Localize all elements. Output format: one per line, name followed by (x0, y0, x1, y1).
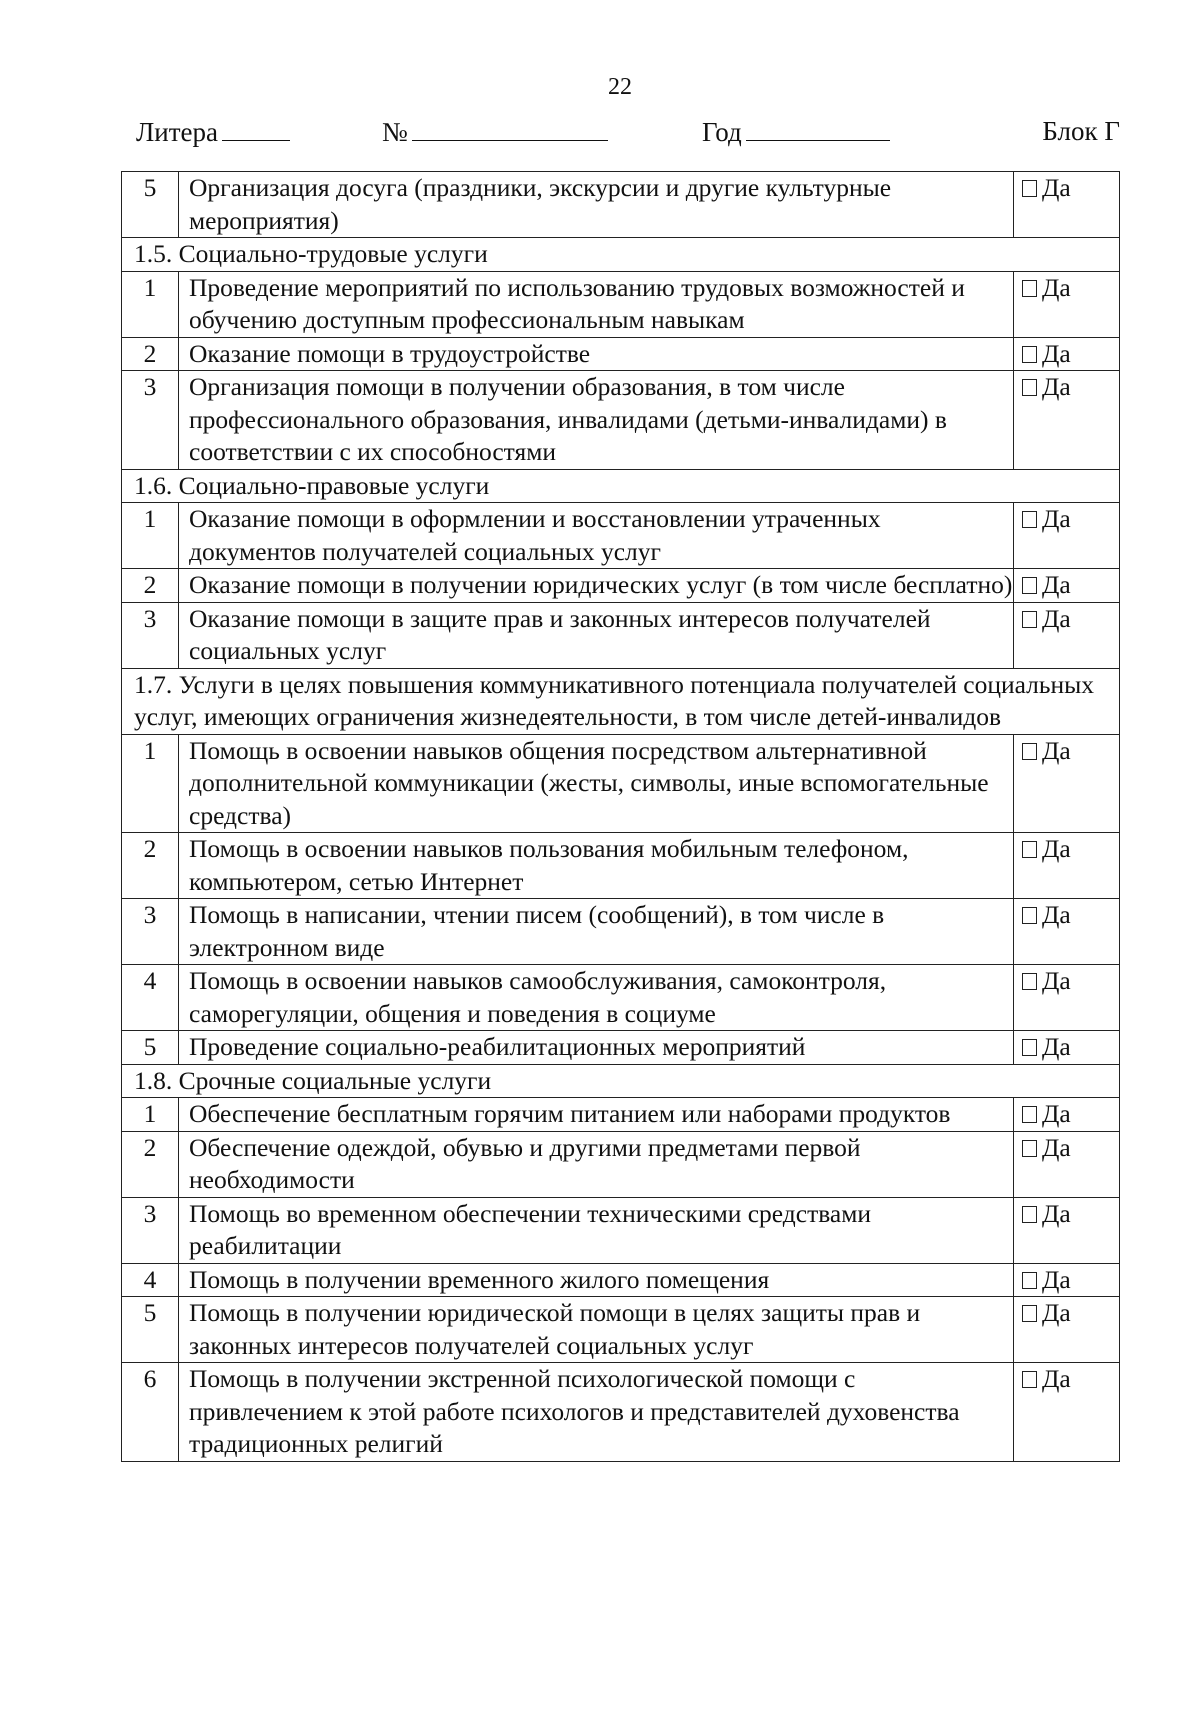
row-number: 5 (122, 1031, 179, 1065)
checkbox-icon[interactable] (1022, 907, 1037, 924)
yes-checkbox-cell[interactable] (1014, 503, 1120, 569)
checkbox-label: Да (1042, 272, 1071, 302)
checkbox-icon[interactable] (1022, 841, 1037, 858)
checkbox-label: Да (1042, 603, 1071, 633)
service-row (122, 965, 1120, 1031)
service-row (122, 734, 1120, 833)
service-description: Помощь в освоении навыков пользования мобильным телефоном, компьютером, сетью Интернет (179, 833, 1014, 899)
row-number: 1 (122, 734, 179, 833)
yes-checkbox-cell[interactable] (1014, 271, 1120, 337)
checkbox-label: Да (1042, 966, 1071, 995)
service-row (122, 1297, 1120, 1363)
service-description: Оказание помощи в получении юридических услуг (в том числе бесплатно) (179, 569, 1014, 603)
row-number: 2 (122, 1131, 179, 1197)
service-row (122, 1197, 1120, 1263)
service-row (122, 1263, 1120, 1297)
checkbox-icon[interactable] (1022, 1039, 1037, 1056)
checkbox-icon[interactable] (1022, 1206, 1037, 1223)
service-description: Проведение социально-реабилитационных мероприятий (179, 1031, 1014, 1065)
row-number: 3 (122, 371, 179, 470)
service-row (122, 1031, 1120, 1065)
service-row (122, 503, 1120, 569)
row-number: 4 (122, 1263, 179, 1297)
page-number: 22 (608, 74, 632, 100)
row-number: 3 (122, 899, 179, 965)
row-number: 1 (122, 271, 179, 337)
services-table (121, 171, 1120, 1462)
service-description: Помощь в получении экстренной психологической помощи с привлечением к этой работе психологов и представителей духовенства традиционных религий (179, 1363, 1014, 1462)
section-title: 1.8. Срочные социальные услуги (122, 1064, 1120, 1098)
checkbox-icon[interactable] (1022, 611, 1037, 628)
service-row (122, 1131, 1120, 1197)
year-field (702, 116, 890, 148)
number-input-line[interactable] (412, 116, 608, 141)
checkbox-icon[interactable] (1022, 1272, 1037, 1289)
checkbox-icon[interactable] (1022, 1305, 1037, 1322)
service-description: Оказание помощи в трудоустройстве (179, 337, 1014, 371)
yes-checkbox-cell[interactable] (1014, 371, 1120, 470)
yes-checkbox-cell[interactable] (1014, 965, 1120, 1031)
row-number: 2 (122, 569, 179, 603)
checkbox-icon[interactable] (1022, 1106, 1037, 1123)
yes-checkbox-cell[interactable] (1014, 899, 1120, 965)
section-header-row (122, 469, 1120, 503)
service-description: Организация помощи в получении образования, в том числе профессионального образования, инвалидами (детьми-инвалидами) в соответствии с их способностями (179, 371, 1014, 470)
year-input-line[interactable] (746, 116, 890, 141)
service-description: Помощь в освоении навыков общения посредством альтернативной дополнительной коммуникации (жесты, символы, иные вспомогательные средства) (179, 734, 1014, 833)
service-description: Помощь в освоении навыков самообслуживания, самоконтроля, саморегуляции, общения и поведения в социуме (179, 965, 1014, 1031)
checkbox-icon[interactable] (1022, 511, 1037, 528)
checkbox-icon[interactable] (1022, 346, 1037, 363)
section-title: 1.6. Социально-правовые услуги (122, 469, 1120, 503)
checkbox-label: Да (1042, 504, 1071, 533)
service-description: Обеспечение бесплатным горячим питанием или наборами продуктов (179, 1098, 1014, 1132)
yes-checkbox-cell[interactable] (1014, 602, 1120, 668)
checkbox-icon[interactable] (1022, 1140, 1037, 1157)
service-row (122, 172, 1120, 238)
yes-checkbox-cell[interactable] (1014, 1297, 1120, 1363)
checkbox-icon[interactable] (1022, 973, 1037, 990)
yes-checkbox-cell[interactable] (1014, 172, 1120, 238)
service-row (122, 1363, 1120, 1462)
section-title: 1.7. Услуги в целях повышения коммуникативного потенциала получателей социальных услуг, имеющих ограничения жизнедеятельности, в том числе детей-инвалидов (122, 668, 1120, 734)
service-row (122, 271, 1120, 337)
checkbox-icon[interactable] (1022, 379, 1037, 396)
row-number: 5 (122, 172, 179, 238)
litera-label: Литера (136, 117, 219, 147)
yes-checkbox-cell[interactable] (1014, 734, 1120, 833)
service-row (122, 602, 1120, 668)
checkbox-label: Да (1042, 900, 1071, 929)
checkbox-label: Да (1042, 1364, 1071, 1393)
row-number: 1 (122, 1098, 179, 1132)
yes-checkbox-cell[interactable] (1014, 1363, 1120, 1462)
section-header-row (122, 1064, 1120, 1098)
row-number: 3 (122, 602, 179, 668)
row-number: 5 (122, 1297, 179, 1363)
litera-field (136, 116, 290, 148)
checkbox-label: Да (1042, 834, 1071, 863)
row-number: 3 (122, 1197, 179, 1263)
service-description: Оказание помощи в защите прав и законных интересов получателей социальных услуг (179, 602, 1014, 668)
service-description: Помощь в получении юридической помощи в целях защиты прав и законных интересов получателей социальных услуг (179, 1297, 1014, 1363)
service-row (122, 833, 1120, 899)
litera-input-line[interactable] (222, 116, 290, 141)
checkbox-label: Да (1042, 173, 1071, 202)
yes-checkbox-cell[interactable] (1014, 1098, 1120, 1132)
checkbox-label: Да (1042, 338, 1071, 368)
checkbox-label: Да (1042, 570, 1071, 599)
service-description: Проведение мероприятий по использованию трудовых возможностей и обучению доступным профессиональным навыкам (179, 271, 1014, 337)
checkbox-label: Да (1042, 735, 1071, 765)
checkbox-icon[interactable] (1022, 1371, 1037, 1388)
yes-checkbox-cell[interactable] (1014, 1131, 1120, 1197)
yes-checkbox-cell[interactable] (1014, 1031, 1120, 1065)
service-description: Помощь во временном обеспечении техническими средствами реабилитации (179, 1197, 1014, 1263)
block-label: Блок Г (1042, 116, 1120, 146)
checkbox-icon[interactable] (1022, 280, 1037, 297)
yes-checkbox-cell[interactable] (1014, 1263, 1120, 1297)
yes-checkbox-cell[interactable] (1014, 337, 1120, 371)
row-number: 4 (122, 965, 179, 1031)
form-header (136, 116, 1120, 150)
service-description: Организация досуга (праздники, экскурсии и другие культурные мероприятия) (179, 172, 1014, 238)
number-label: № (382, 117, 408, 147)
service-row (122, 569, 1120, 603)
yes-checkbox-cell[interactable] (1014, 833, 1120, 899)
checkbox-label: Да (1042, 1264, 1071, 1294)
yes-checkbox-cell[interactable] (1014, 1197, 1120, 1263)
checkbox-label: Да (1042, 1032, 1071, 1061)
checkbox-label: Да (1042, 1298, 1071, 1327)
section-header-row (122, 238, 1120, 272)
section-title: 1.5. Социально-трудовые услуги (122, 238, 1120, 272)
section-header-row (122, 668, 1120, 734)
service-description: Обеспечение одеждой, обувью и другими предметами первой необходимости (179, 1131, 1014, 1197)
number-field (382, 116, 608, 148)
checkbox-label: Да (1042, 372, 1071, 401)
yes-checkbox-cell[interactable] (1014, 569, 1120, 603)
service-row (122, 371, 1120, 470)
service-description: Помощь в написании, чтении писем (сообщений), в том числе в электронном виде (179, 899, 1014, 965)
service-description: Оказание помощи в оформлении и восстановлении утраченных документов получателей социальных услуг (179, 503, 1014, 569)
checkbox-label: Да (1042, 1132, 1071, 1162)
service-row (122, 899, 1120, 965)
row-number: 6 (122, 1363, 179, 1462)
service-row (122, 337, 1120, 371)
row-number: 1 (122, 503, 179, 569)
checkbox-icon[interactable] (1022, 180, 1037, 197)
service-description: Помощь в получении временного жилого помещения (179, 1263, 1014, 1297)
checkbox-label: Да (1042, 1198, 1071, 1228)
checkbox-icon[interactable] (1022, 577, 1037, 594)
service-row (122, 1098, 1120, 1132)
row-number: 2 (122, 337, 179, 371)
checkbox-label: Да (1042, 1099, 1071, 1128)
row-number: 2 (122, 833, 179, 899)
checkbox-icon[interactable] (1022, 743, 1037, 760)
year-label: Год (702, 117, 742, 147)
